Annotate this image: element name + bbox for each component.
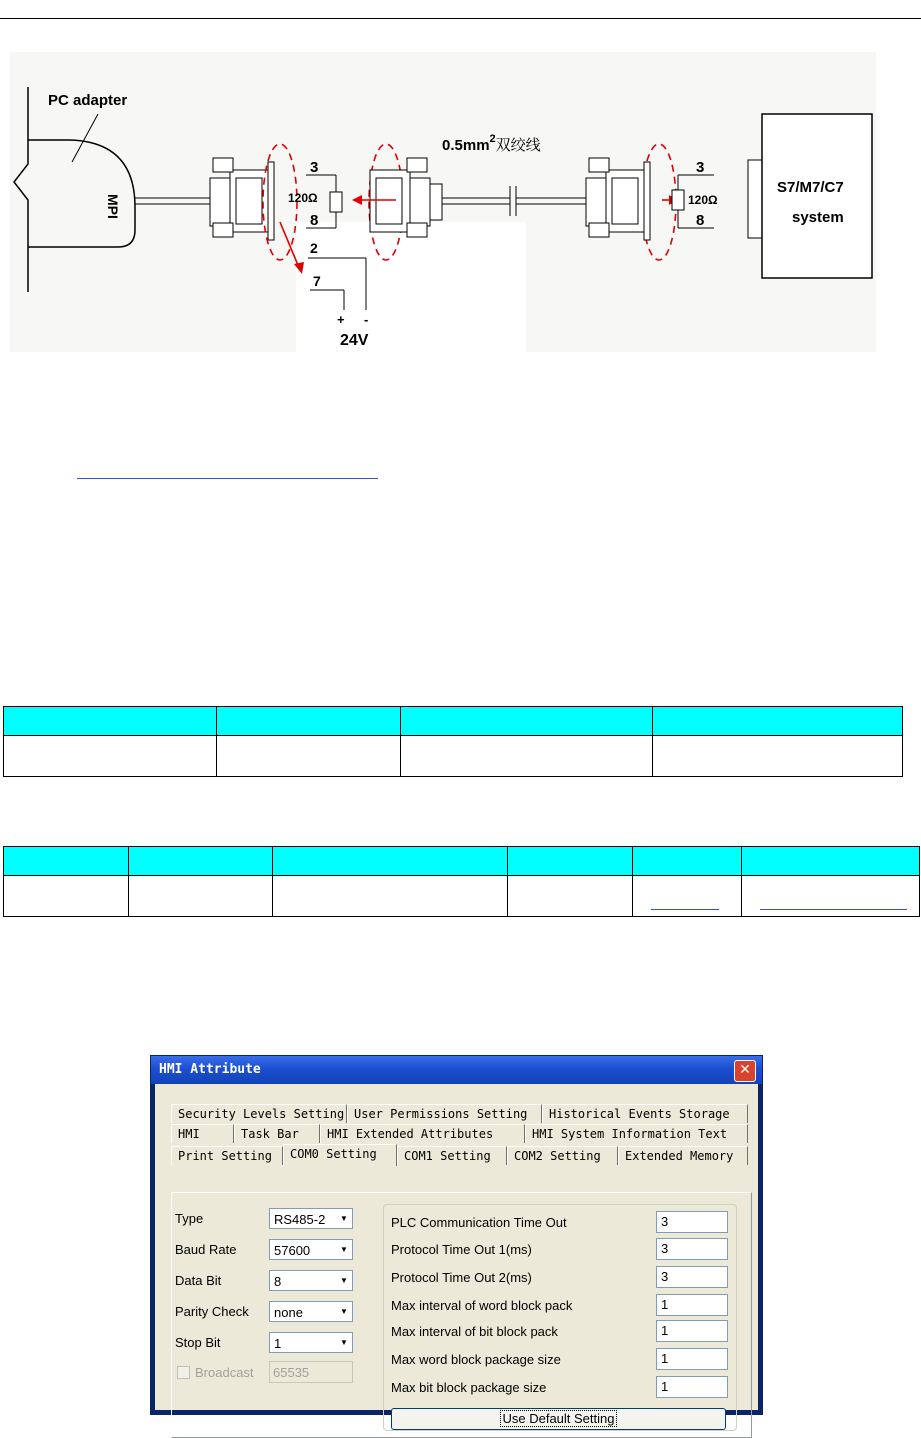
pin3-right: 3	[696, 159, 705, 176]
stop-bit-value: 1	[274, 1336, 282, 1351]
dropdown-arrow-icon: ▼	[336, 1240, 352, 1259]
dialog-titlebar[interactable]	[151, 1056, 762, 1084]
table-cell	[4, 876, 129, 917]
table-header-cell	[401, 707, 653, 736]
broadcast-checkbox[interactable]	[177, 1366, 190, 1379]
table-header-cell	[129, 847, 273, 876]
table-header-cell	[217, 707, 401, 736]
table-cell	[653, 736, 903, 777]
pin3-left: 3	[310, 159, 319, 176]
pin2: 2	[310, 240, 318, 256]
bit-pack-size-input[interactable]: 1	[656, 1376, 728, 1398]
table-header-cell	[508, 847, 633, 876]
parameter-table-1	[3, 706, 903, 777]
word-interval-input[interactable]: 1	[656, 1294, 728, 1316]
word-interval-label: Max interval of word block pack	[391, 1298, 573, 1313]
broadcast-label: Broadcast	[195, 1365, 254, 1380]
data-bit-value: 8	[274, 1274, 282, 1289]
resistor-left-label: 120Ω	[288, 191, 318, 205]
word-pack-size-label: Max word block package size	[391, 1352, 561, 1367]
table-row	[4, 736, 903, 777]
tab-task-bar[interactable]: Task Bar	[234, 1124, 320, 1143]
tab-historical-events[interactable]: Historical Events Storage	[542, 1104, 748, 1123]
table-header-cell	[742, 847, 920, 876]
tab-extended-memory[interactable]: Extended Memory	[618, 1146, 748, 1165]
baud-rate-select[interactable]	[269, 1239, 353, 1260]
close-button[interactable]: ✕	[734, 1060, 756, 1082]
stop-bit-label: Stop Bit	[175, 1335, 221, 1350]
tab-user-permissions[interactable]: User Permissions Setting	[347, 1104, 542, 1123]
mpi-label: MPI	[105, 194, 121, 219]
parity-check-value: none	[274, 1305, 303, 1320]
protocol-timeout1-input[interactable]: 3	[656, 1238, 728, 1260]
table-cell	[217, 736, 401, 777]
tab-hmi-extended[interactable]: HMI Extended Attributes	[320, 1124, 525, 1143]
minus-sign: -	[364, 312, 369, 327]
voltage-label: 24V	[340, 332, 369, 349]
word-pack-size-input[interactable]: 1	[656, 1348, 728, 1370]
table-header-row	[4, 847, 920, 876]
protocol-timeout2-label: Protocol Time Out 2(ms)	[391, 1270, 532, 1285]
table-link-cell[interactable]	[633, 876, 742, 917]
parity-check-select[interactable]	[269, 1301, 353, 1322]
baud-rate-value: 57600	[274, 1243, 311, 1258]
type-select[interactable]	[269, 1208, 353, 1229]
type-value: RS485-2	[274, 1212, 326, 1227]
system-label-2: system	[792, 209, 844, 226]
bit-interval-label: Max interval of bit block pack	[391, 1324, 558, 1339]
dropdown-arrow-icon: ▼	[336, 1333, 352, 1352]
table-cell	[4, 736, 217, 777]
table-cell	[273, 876, 508, 917]
pin8-right: 8	[696, 212, 705, 229]
table-header-cell	[633, 847, 742, 876]
table-header-cell	[4, 847, 129, 876]
parity-check-label: Parity Check	[175, 1304, 249, 1319]
broadcast-field: 65535	[269, 1361, 353, 1383]
use-default-setting-button[interactable]	[391, 1408, 726, 1430]
table-cell	[508, 876, 633, 917]
dropdown-arrow-icon: ▼	[336, 1271, 352, 1290]
mpi-wiring-diagram	[10, 52, 876, 352]
bit-pack-size-label: Max bit block package size	[391, 1380, 547, 1395]
table-link-cell[interactable]	[742, 876, 920, 917]
dialog-body	[155, 1084, 758, 1426]
tab-com1-setting[interactable]: COM1 Setting	[397, 1146, 507, 1165]
stop-bit-select[interactable]	[269, 1332, 353, 1353]
table-header-cell	[4, 707, 217, 736]
tab-print-setting[interactable]: Print Setting	[171, 1146, 283, 1165]
plus-sign: +	[337, 312, 345, 327]
tab-com2-setting[interactable]: COM2 Setting	[507, 1146, 618, 1165]
tab-hmi[interactable]: HMI	[171, 1124, 234, 1143]
plc-timeout-label: PLC Communication Time Out	[391, 1215, 567, 1230]
connector-right	[586, 158, 650, 240]
document-link[interactable]	[77, 462, 378, 479]
data-bit-label: Data Bit	[175, 1273, 222, 1288]
cable-spec: $0.5mm^2$双绞线	[442, 133, 541, 154]
system-label-1: S7/M7/C7	[777, 179, 844, 196]
tab-security-levels[interactable]: Security Levels Setting	[171, 1104, 347, 1123]
tab-row-3	[171, 1146, 748, 1166]
bit-interval-input[interactable]: 1	[656, 1320, 728, 1342]
dropdown-arrow-icon: ▼	[336, 1209, 352, 1228]
pin8-left: 8	[310, 212, 319, 229]
protocol-timeout1-label: Protocol Time Out 1(ms)	[391, 1242, 532, 1257]
baud-rate-label: Baud Rate	[175, 1242, 237, 1257]
protocol-timeout2-input[interactable]: 3	[656, 1266, 728, 1288]
hmi-attribute-dialog	[150, 1055, 763, 1426]
table-header-cell	[653, 707, 903, 736]
type-label: Type	[175, 1211, 204, 1226]
table-cell	[401, 736, 653, 777]
tab-com0-setting[interactable]: COM0 Setting	[283, 1144, 397, 1166]
tab-hmi-system-info[interactable]: HMI System Information Text	[525, 1124, 748, 1143]
pin7: 7	[313, 273, 321, 289]
dropdown-arrow-icon: ▼	[336, 1302, 352, 1321]
plc-timeout-input[interactable]: 3	[656, 1211, 728, 1233]
resistor-right-label: 120Ω	[688, 193, 718, 207]
data-bit-select[interactable]	[269, 1270, 353, 1291]
table-row	[4, 876, 920, 917]
parameter-table-2	[3, 846, 920, 917]
use-default-setting-label: Use Default Setting	[502, 1411, 615, 1426]
table-header-cell	[273, 847, 508, 876]
system-box	[762, 114, 872, 278]
dialog-title: HMI Attribute	[159, 1062, 261, 1077]
pc-adapter-label: PC adapter	[48, 92, 128, 109]
tab-row-2	[171, 1124, 748, 1144]
table-header-row	[4, 707, 903, 736]
tab-row-1	[171, 1104, 748, 1124]
header-rule	[0, 18, 921, 19]
table-cell	[129, 876, 273, 917]
